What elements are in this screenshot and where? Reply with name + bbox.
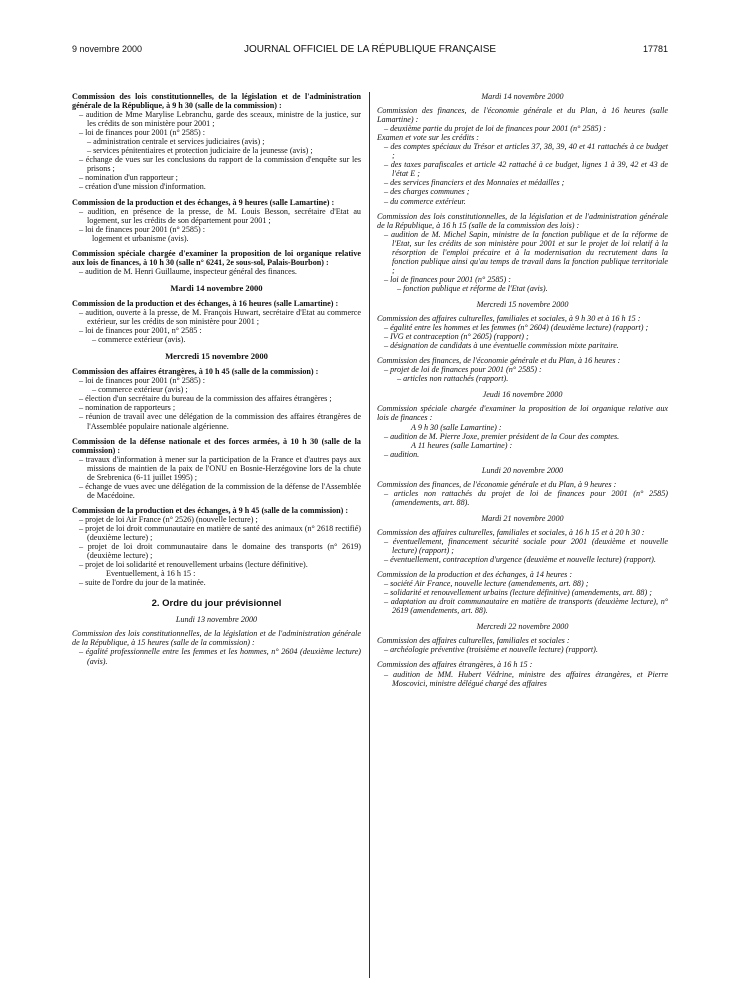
- agenda-item: – administration centrale et services judiciaires (avis) ;: [87, 137, 265, 147]
- agenda-item: – des taxes parafiscales et article 42 rattaché à ce budget, lignes 1 à 39, 42 et 43 de l'état E ;: [384, 160, 668, 179]
- agenda-item: – projet de loi droit communautaire en matière de santé des animaux (n° 2618 rectifié) (deuxième lecture) ;: [79, 523, 361, 543]
- agenda-item: – deuxième partie du projet de loi de finances pour 2001 (n° 2585) :: [384, 124, 607, 134]
- header-journal-title: JOURNAL OFFICIEL DE LA RÉPUBLIQUE FRANÇAISE: [243, 44, 497, 55]
- committee-block: [72, 629, 361, 665]
- right-group-1: [377, 106, 668, 293]
- committee-block: [377, 660, 668, 687]
- committee-block: [72, 249, 361, 276]
- committee-title: Commission des affaires étrangères, à 10 h 45 (salle de la commission) :: [72, 367, 319, 377]
- left-group-1: [72, 92, 361, 276]
- day-heading: Jeudi 16 novembre 2000: [482, 390, 563, 400]
- header-page-number: 17781: [642, 44, 668, 54]
- committee-block: [377, 212, 668, 293]
- day-heading: Lundi 13 novembre 2000: [175, 615, 258, 625]
- agenda-item: – commerce extérieur (avis) ;: [92, 385, 188, 395]
- committee-block: [72, 92, 361, 192]
- committee-block: [72, 299, 361, 344]
- agenda-item: – échange de vues avec une délégation de la commission de la défense de l'Assemblée de Macédoine.: [79, 481, 361, 500]
- committee-title: Commission de la production et des échanges, à 9 heures (salle Lamartine) :: [72, 197, 335, 207]
- agenda-item: – élection d'un secrétaire du bureau de la commission des affaires étrangères ;: [79, 394, 332, 404]
- agenda-item: A 11 heures (salle Lamartine) :: [411, 440, 513, 450]
- committee-title: Commission des lois constitutionnelles, de la législation et de l'administration générale de la République, à 9 h 30 (salle de la commission) :: [72, 92, 361, 111]
- day-heading: Mardi 14 novembre 2000: [481, 92, 564, 101]
- committee-title: Commission spéciale chargée d'examiner la proposition de loi organique relative aux lois de finances :: [377, 404, 668, 423]
- column-divider: [369, 92, 370, 978]
- agenda-item: – échange de vues sur les conclusions du rapport de la commission d'enquête sur les prisons ;: [79, 155, 361, 174]
- committee-block: [377, 528, 668, 564]
- agenda-item: – solidarité et renouvellement urbains (lecture définitive) (amendements, art. 88) ;: [384, 588, 652, 598]
- agenda-item: – éventuellement, financement sécurité sociale pour 2001 (deuxième et nouvelle lecture) (rapport) ;: [384, 536, 668, 556]
- day-heading: Mercredi 15 novembre 2000: [165, 351, 268, 362]
- agenda-item: – loi de finances pour 2001, n° 2585 :: [79, 326, 202, 336]
- agenda-item: – projet de loi droit communautaire dans le domaine des transports (n° 2619) (deuxième lecture) ;: [79, 542, 361, 561]
- agenda-item: – projet de loi de finances pour 2001 (n° 2585) :: [384, 365, 542, 375]
- agenda-item: – articles non rattachés (rapport).: [397, 374, 509, 384]
- agenda-item: – nomination de rapporteurs ;: [79, 403, 176, 413]
- left-column: [72, 92, 361, 672]
- agenda-item: – travaux d'information à mener sur la participation de la France et d'autres pays aux missions de maintien de la paix de l'ONU en Bosnie-Herzégovine lors de la chute de Srebrenica (6-11 juillet 1995) ;: [79, 454, 361, 482]
- agenda-item: – société Air France, nouvelle lecture (amendements, art. 88) ;: [384, 579, 589, 589]
- committee-block: [72, 367, 361, 430]
- committee-block: [377, 636, 668, 654]
- agenda-item: – loi de finances pour 2001 (n° 2585) :: [79, 224, 206, 234]
- agenda-item: – audition de Mme Marylise Lebranchu, garde des sceaux, ministre de la justice, sur les crédits de son ministère pour 2001 ;: [79, 110, 361, 129]
- right-group-2: [377, 314, 668, 383]
- right-column: [377, 92, 668, 694]
- agenda-item: – création d'une mission d'information.: [79, 182, 206, 192]
- agenda-item: – égalité professionnelle entre les femmes et les hommes, n° 2604 (deuxième lecture) (avis).: [79, 647, 361, 666]
- committee-block: [377, 570, 668, 615]
- committee-title: Commission des finances, de l'économie générale et du Plan, à 9 heures :: [377, 479, 617, 489]
- page-header: [72, 44, 668, 58]
- committee-title: Commission de la production et des échanges, à 14 heures :: [377, 570, 573, 580]
- agenda-item: – du commerce extérieur.: [384, 196, 466, 206]
- agenda-item: – nomination d'un rapporteur ;: [79, 173, 178, 183]
- committee-title: Commission de la défense nationale et des forces armées, à 10 h 30 (salle de la commission) :: [72, 436, 361, 455]
- right-group-4: [377, 480, 668, 507]
- day-heading: Mardi 14 novembre 2000: [170, 282, 263, 293]
- committee-block: [72, 506, 361, 587]
- agenda-item: – fonction publique et réforme de l'Etat (avis).: [397, 283, 548, 293]
- committee-title: Commission des lois constitutionnelles, de la législation et de l'administration générale de la République, à 16 h 15 (salle de la commission des lois) :: [377, 211, 668, 230]
- right-group-6: [377, 636, 668, 687]
- agenda-item: Eventuellement, à 16 h 15 :: [106, 569, 196, 579]
- agenda-item: – audition de M. Pierre Joxe, premier président de la Cour des comptes.: [384, 431, 620, 441]
- agenda-item: logement et urbanisme (avis).: [92, 233, 189, 243]
- agenda-item: – égalité entre les hommes et les femmes (n° 2604) (deuxième lecture) (rapport) ;: [384, 323, 649, 333]
- committee-block: [377, 106, 668, 206]
- left-group-2: [72, 299, 361, 344]
- committee-title: Commission des lois constitutionnelles, de la législation et de l'administration générale de la République, à 15 heures (salle de la commission) :: [72, 629, 361, 648]
- agenda-item: – IVG et contraception (n° 2605) (rapport) ;: [384, 332, 529, 342]
- right-group-3: [377, 404, 668, 458]
- committee-title: Commission de la production et des échanges, à 9 h 45 (salle de la commission) :: [72, 505, 349, 515]
- agenda-item: – des comptes spéciaux du Trésor et articles 37, 38, 39, 40 et 41 rattachés à ce budget ;: [384, 142, 668, 161]
- agenda-item: A 9 h 30 (salle Lamartine) :: [411, 422, 502, 432]
- section-title: 2. Ordre du jour prévisionnel: [151, 598, 282, 610]
- agenda-item: – audition, en présence de la presse, de M. Louis Besson, secrétaire d'Etat au logement, sur les crédits de son département pour 2001 ;: [79, 206, 361, 225]
- agenda-item: – adaptation au droit communautaire en matière de transports (deuxième lecture), n° 2619 (amendements, art. 88).: [384, 597, 668, 616]
- committee-title: Commission des affaires culturelles, familiales et sociales :: [377, 636, 570, 646]
- agenda-item: – éventuellement, contraception d'urgence (deuxième et nouvelle lecture) (rapport).: [384, 555, 656, 565]
- committee-title: Commission spéciale chargée d'examiner la proposition de loi organique relative aux lois de finances, à 10 h 30 (salle n° 6241, 2e sous-sol, Palais-Bourbon) :: [72, 248, 361, 267]
- agenda-item: – loi de finances pour 2001 (n° 2585) :: [79, 376, 206, 386]
- agenda-item: – désignation de candidats à une éventuelle commission mixte paritaire.: [384, 341, 619, 351]
- agenda-item: – des charges communes ;: [384, 187, 470, 197]
- agenda-item: – projet de loi Air France (n° 2526) (nouvelle lecture) ;: [79, 514, 258, 524]
- agenda-item: – audition.: [384, 449, 420, 459]
- committee-block: [377, 314, 668, 350]
- left-group-3: [72, 367, 361, 587]
- day-heading: Mardi 21 novembre 2000: [481, 513, 564, 523]
- agenda-item: – loi de finances pour 2001 (n° 2585) :: [79, 128, 206, 138]
- committee-block: [377, 356, 668, 383]
- committee-block: [72, 437, 361, 500]
- committee-title: Commission des finances, de l'économie générale et du Plan, à 16 heures :: [377, 356, 621, 366]
- agenda-item: – réunion de travail avec une délégation de la commission des affaires étrangères de l'Assemblée populaire nationale algérienne.: [79, 412, 361, 431]
- agenda-item: – des services financiers et des Monnaies et médailles ;: [384, 178, 565, 188]
- committee-block: [377, 404, 668, 458]
- committee-block: [377, 480, 668, 507]
- committee-title: Commission de la production et des échanges, à 16 heures (salle Lamartine) :: [72, 298, 339, 308]
- agenda-item: – commerce extérieur (avis).: [92, 335, 186, 345]
- committee-block: [72, 198, 361, 243]
- agenda-item: – audition, ouverte à la presse, de M. François Huwart, secrétaire d'Etat au commerce extérieur, sur les crédits de son ministère pour 2001 ;: [79, 307, 361, 327]
- agenda-item: Examen et vote sur les crédits :: [377, 133, 479, 143]
- day-heading: Mercredi 22 novembre 2000: [476, 622, 569, 632]
- committee-title: Commission des finances, de l'économie générale et du Plan, à 16 heures (salle Lamartine) :: [377, 106, 668, 125]
- agenda-item: – audition de MM. Hubert Védrine, ministre des affaires étrangères, et Pierre Moscovici, ministre délégué chargé des affaires: [384, 669, 668, 688]
- agenda-item: – services pénitentiaires et protection judiciaire de la jeunesse (avis) ;: [87, 146, 313, 156]
- committee-title: Commission des affaires culturelles, familiales et sociales, à 16 h 15 et à 20 h 30 :: [377, 527, 645, 537]
- agenda-item: – articles non rattachés du projet de loi de finances pour 2001 (n° 2585) (amendements, art. 88).: [384, 488, 668, 507]
- agenda-item: – projet de loi solidarité et renouvellement urbains (lecture définitive).: [79, 560, 308, 570]
- agenda-item: – loi de finances pour 2001 (n° 2585) :: [384, 274, 511, 284]
- agenda-item: – suite de l'ordre du jour de la matinée.: [79, 578, 206, 588]
- committee-title: Commission des affaires culturelles, familiales et sociales, à 9 h 30 et à 16 h 15 :: [377, 314, 641, 324]
- left-group-4: [72, 629, 361, 665]
- agenda-item: – audition de M. Michel Sapin, ministre de la fonction publique et de la réforme de l'Etat, sur les crédits de son ministère pour 2001 et sur le projet de loi relatif à la résorption de l'emploi précaire et à la modernisation du recrutement dans la fonction publique ainsi qu'au temps de travail dans la fonction publique territoriale ;: [384, 229, 668, 275]
- day-heading: Mercredi 15 novembre 2000: [476, 299, 569, 309]
- agenda-item: – archéologie préventive (troisième et nouvelle lecture) (rapport).: [384, 645, 598, 655]
- day-heading: Lundi 20 novembre 2000: [481, 465, 564, 475]
- header-date: 9 novembre 2000: [72, 44, 143, 54]
- right-group-5: [377, 528, 668, 615]
- committee-title: Commission des affaires étrangères, à 16 h 15 :: [377, 660, 533, 670]
- agenda-item: – audition de M. Henri Guillaume, inspecteur général des finances.: [79, 266, 297, 276]
